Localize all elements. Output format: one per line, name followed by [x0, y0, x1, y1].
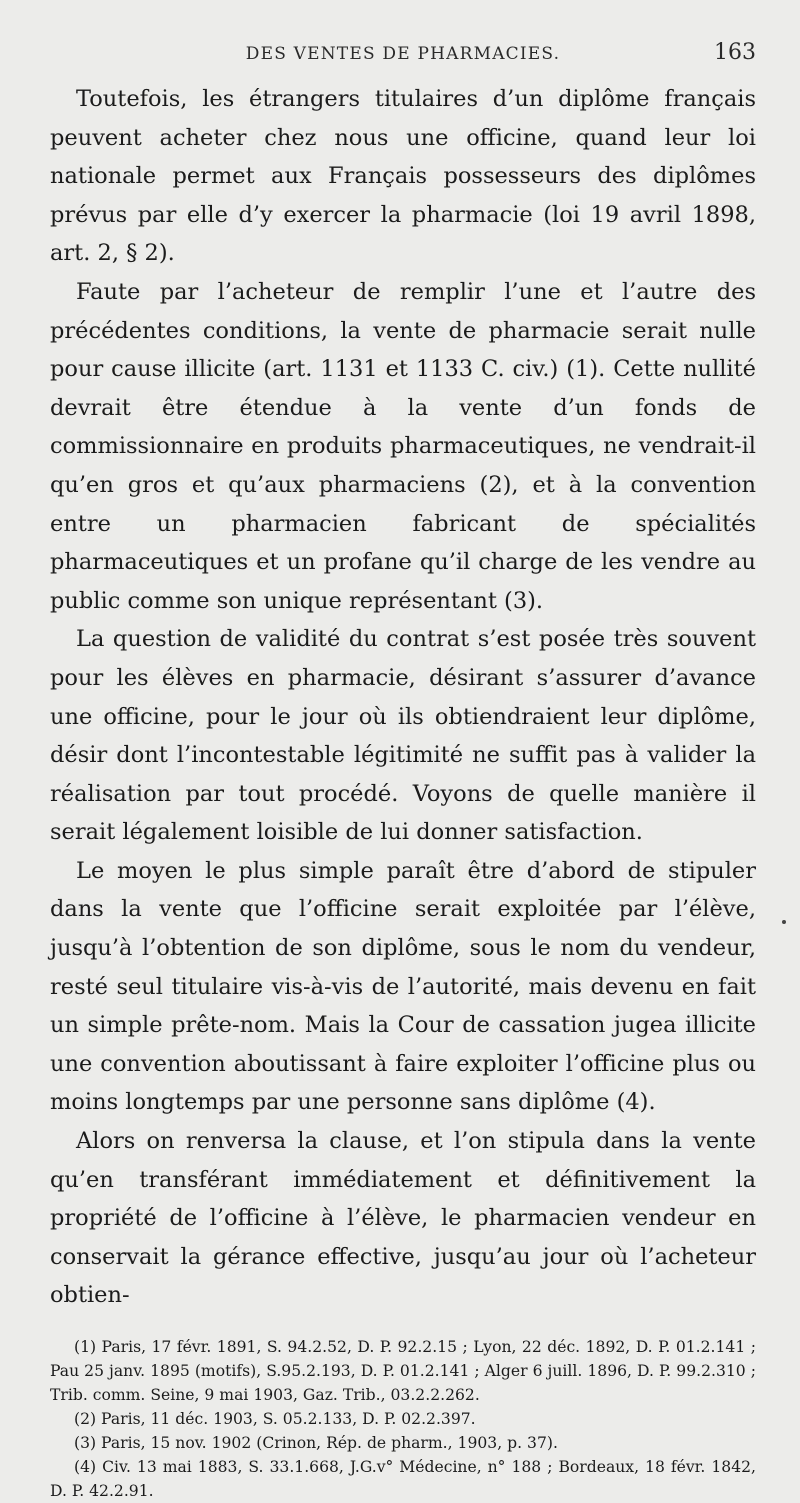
footnote: (4) Civ. 13 mai 1883, S. 33.1.668, J.G.v° Médecine, n° 188 ; Bordeaux, 18 févr. 1842, D. P. 42.2.91.	[50, 1458, 756, 1500]
footnote: (3) Paris, 15 nov. 1902 (Crinon, Rép. de pharm., 1903, p. 37).	[74, 1434, 558, 1452]
footnote: (2) Paris, 11 déc. 1903, S. 05.2.133, D. P. 02.2.397.	[74, 1410, 476, 1428]
footnotes	[50, 1335, 756, 1503]
running-title: DES VENTES DE PHARMACIES.	[245, 44, 561, 64]
ink-speck	[782, 920, 786, 924]
body-text	[50, 80, 756, 1315]
paragraph: Le moyen le plus simple paraît être d’abord de stipuler dans la vente que l’officine serait exploitée par l’élève, jusqu’à l’obtention de son diplôme, sous le nom du vendeur, resté seul titulaire vis-à-vis de l’autorité, mais devenu en fait un simple prête-nom. Mais la Cour de cassation jugea illicite une convention aboutissant à faire exploiter l’officine plus ou moins longtemps par une personne sans diplôme (4).	[50, 857, 756, 1116]
paragraph: Faute par l’acheteur de remplir l’une et l’autre des précédentes conditions, la vente de pharmacie serait nulle pour cause illicite (art. 1131 et 1133 C. civ.) (1). Cette nullité devrait être étendue à la vente d’un fonds de commissionnaire en produits pharmaceutiques, ne vendrait-il qu’en gros et qu’aux pharmaciens (2), et à la convention entre un pharmacien fabricant de spécialités pharmaceutiques et un profane qu’il charge de les vendre au public comme son unique représentant (3).	[50, 278, 756, 614]
paragraph: Alors on renversa la clause, et l’on stipula dans la vente qu’en transférant immédiatement et définitivement la propriété de l’officine à l’élève, le pharmacien vendeur en conservait la gérance effective, jusqu’au jour où l’acheteur obtien-	[50, 1128, 756, 1309]
running-head	[50, 38, 756, 78]
page-number: 163	[714, 40, 756, 65]
footnote: (1) Paris, 17 févr. 1891, S. 94.2.52, D. P. 92.2.15 ; Lyon, 22 déc. 1892, D. P. 01.2.141 ; Pau 25 janv. 1895 (motifs), S.95.2.193, D. P. 01.2.141 ; Alger 6 juill. 1896, D. P. 99.2.310 ; Trib. comm. Seine, 9 mai 1903, Gaz. Trib., 03.2.2.262.	[50, 1338, 756, 1404]
paragraph: Toutefois, les étrangers titulaires d’un diplôme français peuvent acheter chez nous une officine, quand leur loi nationale permet aux Français possesseurs des diplômes prévus par elle d’y exercer la pharmacie (loi 19 avril 1898, art. 2, § 2).	[50, 86, 756, 267]
paragraph: La question de validité du contrat s’est posée très souvent pour les élèves en pharmacie, désirant s’assurer d’avance une officine, pour le jour où ils obtiendraient leur diplôme, désir dont l’incontestable légitimité ne suffit pas à valider la réalisation par tout procédé. Voyons de quelle manière il serait légalement loisible de lui donner satisfaction.	[50, 626, 756, 846]
